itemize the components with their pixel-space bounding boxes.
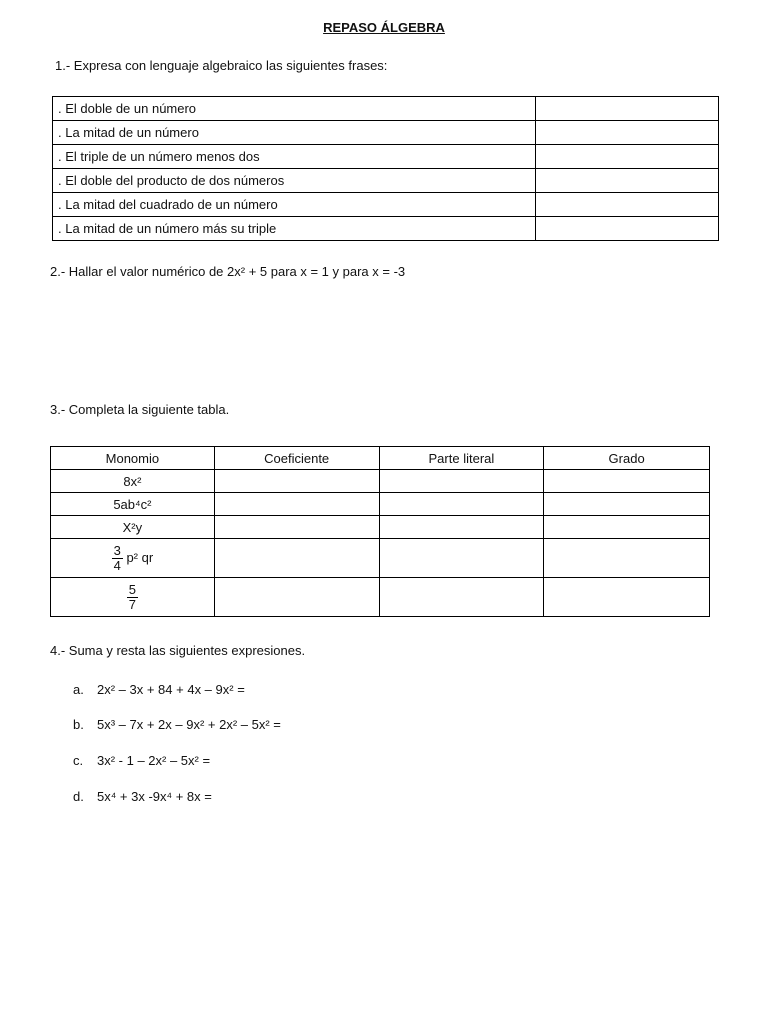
table-row [53, 217, 719, 241]
phrase-cell: . El doble de un número [53, 97, 536, 121]
empty-cell [544, 470, 710, 493]
monomial-cell [51, 539, 215, 578]
exercise-a [73, 682, 245, 697]
empty-cell [379, 516, 544, 539]
column-header-parte-literal: Parte literal [379, 447, 544, 470]
monomial-cell [51, 578, 215, 617]
page-title: REPASO ÁLGEBRA [323, 20, 445, 35]
column-header-monomio: Monomio [51, 447, 215, 470]
fraction [112, 544, 123, 573]
section1-heading: 1.- Expresa con lenguaje algebraico las siguientes frases: [55, 58, 388, 73]
exercise-expression: 5x⁴ + 3x -9x⁴ + 8x = [97, 789, 212, 804]
exercise-letter: d. [73, 789, 84, 804]
table-row [53, 121, 719, 145]
empty-cell [214, 516, 379, 539]
fraction-denominator: 7 [128, 596, 136, 612]
column-header-coeficiente: Coeficiente [214, 447, 379, 470]
fraction [127, 583, 138, 612]
exercise-expression: 2x² – 3x + 84 + 4x – 9x² = [97, 682, 245, 697]
phrase-cell: . El doble del producto de dos números [53, 169, 536, 193]
phrase-cell: . El triple de un número menos dos [53, 145, 536, 169]
empty-cell [544, 539, 710, 578]
phrase-cell: . La mitad del cuadrado de un número [53, 193, 536, 217]
monomial-cell: 5ab⁴c² [51, 493, 215, 516]
table-row [51, 493, 710, 516]
exercise-letter: c. [73, 753, 84, 768]
answer-cell [536, 217, 719, 241]
table-row [53, 145, 719, 169]
answer-cell [536, 121, 719, 145]
monomial-cell: X²y [51, 516, 215, 539]
empty-cell [544, 493, 710, 516]
exercise-expression: 3x² - 1 – 2x² – 5x² = [97, 753, 211, 768]
section4-heading: 4.- Suma y resta las siguientes expresiones. [50, 643, 306, 658]
table-row [53, 97, 719, 121]
section3-heading: 3.- Completa la siguiente tabla. [50, 402, 230, 417]
empty-cell [214, 578, 379, 617]
table-row [51, 470, 710, 493]
phrase-cell: . La mitad de un número [53, 121, 536, 145]
table-row [53, 169, 719, 193]
answer-cell [536, 97, 719, 121]
answer-cell [536, 145, 719, 169]
empty-cell [379, 470, 544, 493]
exercise-expression: 5x³ – 7x + 2x – 9x² + 2x² – 5x² = [97, 717, 281, 732]
empty-cell [214, 470, 379, 493]
monomial-cell: 8x² [51, 470, 215, 493]
answer-cell [536, 193, 719, 217]
table-row [51, 578, 710, 617]
phrase-cell: . La mitad de un número más su triple [53, 217, 536, 241]
exercise-letter: a. [73, 682, 84, 697]
exercise-c [73, 753, 210, 768]
exercise-letter: b. [73, 717, 84, 732]
table-row [51, 539, 710, 578]
empty-cell [379, 493, 544, 516]
section2-heading: 2.- Hallar el valor numérico de 2x² + 5 para x = 1 y para x = -3 [50, 264, 406, 279]
monomial-literal: p² qr [126, 549, 154, 565]
exercise-d [73, 789, 212, 804]
exercise-b [73, 717, 281, 732]
column-header-grado: Grado [544, 447, 710, 470]
monomials-table [50, 446, 710, 617]
empty-cell [544, 516, 710, 539]
answer-cell [536, 169, 719, 193]
empty-cell [544, 578, 710, 617]
fraction-numerator: 3 [113, 542, 121, 558]
table-row [51, 516, 710, 539]
table-row [53, 193, 719, 217]
fraction-denominator: 4 [113, 557, 121, 573]
fraction-numerator: 5 [128, 581, 136, 597]
phrases-table [52, 96, 719, 241]
table-header-row [51, 447, 710, 470]
empty-cell [379, 578, 544, 617]
empty-cell [379, 539, 544, 578]
empty-cell [214, 493, 379, 516]
empty-cell [214, 539, 379, 578]
